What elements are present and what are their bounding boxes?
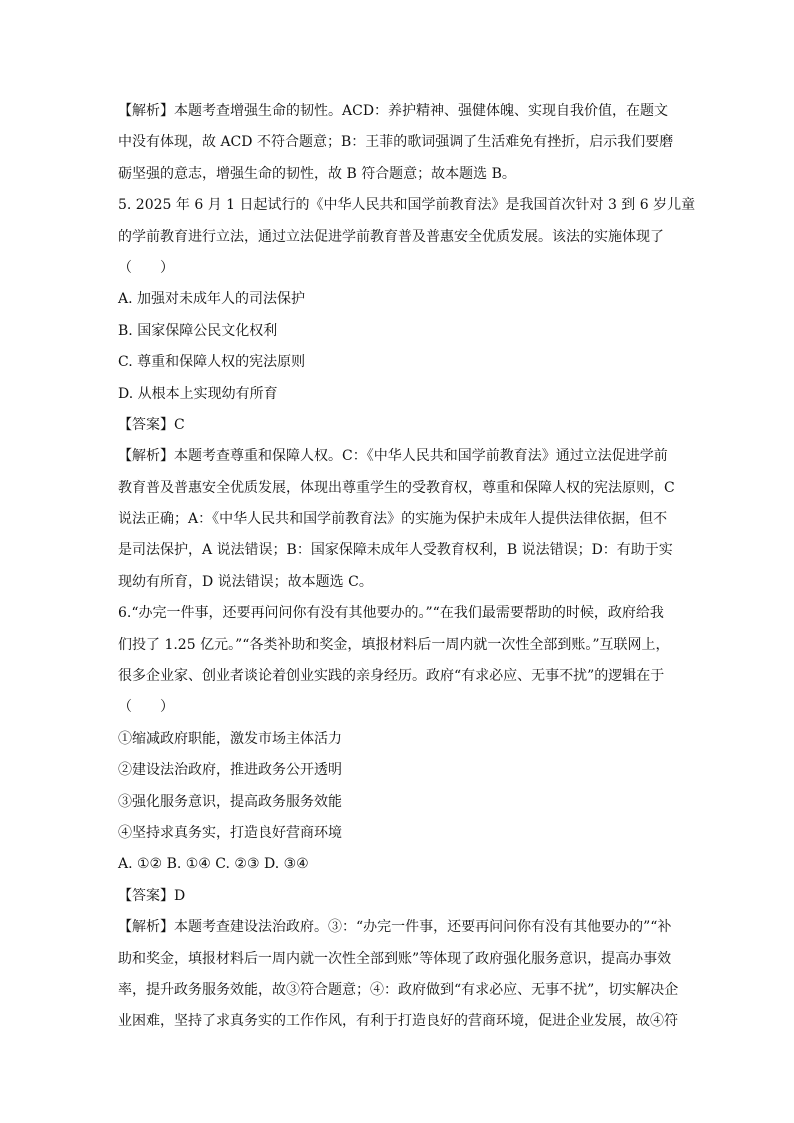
analysis-line: 说法正确；A：《中华人民共和国学前教育法》的实施为保护未成年人提供法律依据，但不 xyxy=(118,511,668,528)
analysis-line: 现幼有所育，D 说法错误；故本题选 C。 xyxy=(118,573,373,590)
option-d: D. 从根本上实现幼有所育 xyxy=(118,385,278,402)
analysis-line: 业困难，坚持了求真务实的工作作风，有利于打造良好的营商环境，促进企业发展，故④符 xyxy=(118,1013,678,1030)
analysis-line: 中没有体现，故 ACD 不符合题意；B：王菲的歌词强调了生活难免有挫折，启示我们要磨 xyxy=(118,134,674,151)
statement-2: ②建设法治政府，推进政务公开透明 xyxy=(118,762,342,779)
statement-1: ①缩减政府职能，激发市场主体活力 xyxy=(118,730,342,747)
question-stem-line: 5. 2025 年 6 月 1 日起试行的《中华人民共和国学前教育法》是我国首次针对 3 到 6 岁儿童 xyxy=(118,197,696,214)
document-page xyxy=(118,96,696,1038)
answer-blank: （ ） xyxy=(118,699,174,716)
analysis-line: 砺坚强的意志，增强生命的韧性，故 B 符合题意；故本题选 B。 xyxy=(118,165,516,182)
analysis-line: 是司法保护，A 说法错误；B：国家保障未成年人受教育权利，B 说法错误；D：有助于实 xyxy=(118,542,673,559)
analysis-line: 教育普及普惠安全优质发展，体现出尊重学生的受教育权，尊重和保障人权的宪法原则，C xyxy=(118,479,675,496)
answer-blank: （ ） xyxy=(118,259,174,276)
analysis-line: 【解析】本题考查建设法治政府。③：“办完一件事，还要再问问你有没有其他要办的”“补 xyxy=(118,919,672,936)
option-b: B. 国家保障公民文化权利 xyxy=(118,322,278,339)
analysis-line: 助和奖金，填报材料后一周内就一次性全部到账”等体现了政府强化服务意识，提高办事效 xyxy=(118,950,672,967)
question-stem-line: 的学前教育进行立法，通过立法促进学前教育普及普惠安全优质发展。该法的实施体现了 xyxy=(118,228,664,245)
question-stem-line: 很多企业家、创业者谈论着创业实践的亲身经历。政府“有求必应、无事不扰”的逻辑在于 xyxy=(118,668,665,685)
analysis-line: 【解析】本题考查增强生命的韧性。ACD：养护精神、强健体魄、实现自我价值，在题文 xyxy=(118,103,669,119)
question-stem-line: 们投了 1.25 亿元。”“各类补助和奖金，填报材料后一周内就一次性全部到账。”互联网上， xyxy=(118,636,670,653)
answer-line: 【答案】D xyxy=(118,887,186,904)
statement-4: ④坚持求真务实，打造良好营商环境 xyxy=(118,824,342,841)
option-a: A. 加强对未成年人的司法保护 xyxy=(118,291,306,308)
option-c: C. 尊重和保障人权的宪法原则 xyxy=(118,354,306,371)
question-stem-line: 6.“办完一件事，还要再问问你有没有其他要办的。”“在我们最需要帮助的时候，政府给我 xyxy=(118,605,664,622)
statement-3: ③强化服务意识，提高政务服务效能 xyxy=(118,793,342,810)
options-line: A. ①② B. ①④ C. ②③ D. ③④ xyxy=(118,856,309,873)
analysis-line: 率，提升政务服务效能，故③符合题意；④：政府做到“有求必应、无事不扰”，切实解决企 xyxy=(118,981,679,998)
answer-line: 【答案】C xyxy=(118,416,185,433)
analysis-line: 【解析】本题考查尊重和保障人权。C：《中华人民共和国学前教育法》通过立法促进学前 xyxy=(118,448,668,465)
